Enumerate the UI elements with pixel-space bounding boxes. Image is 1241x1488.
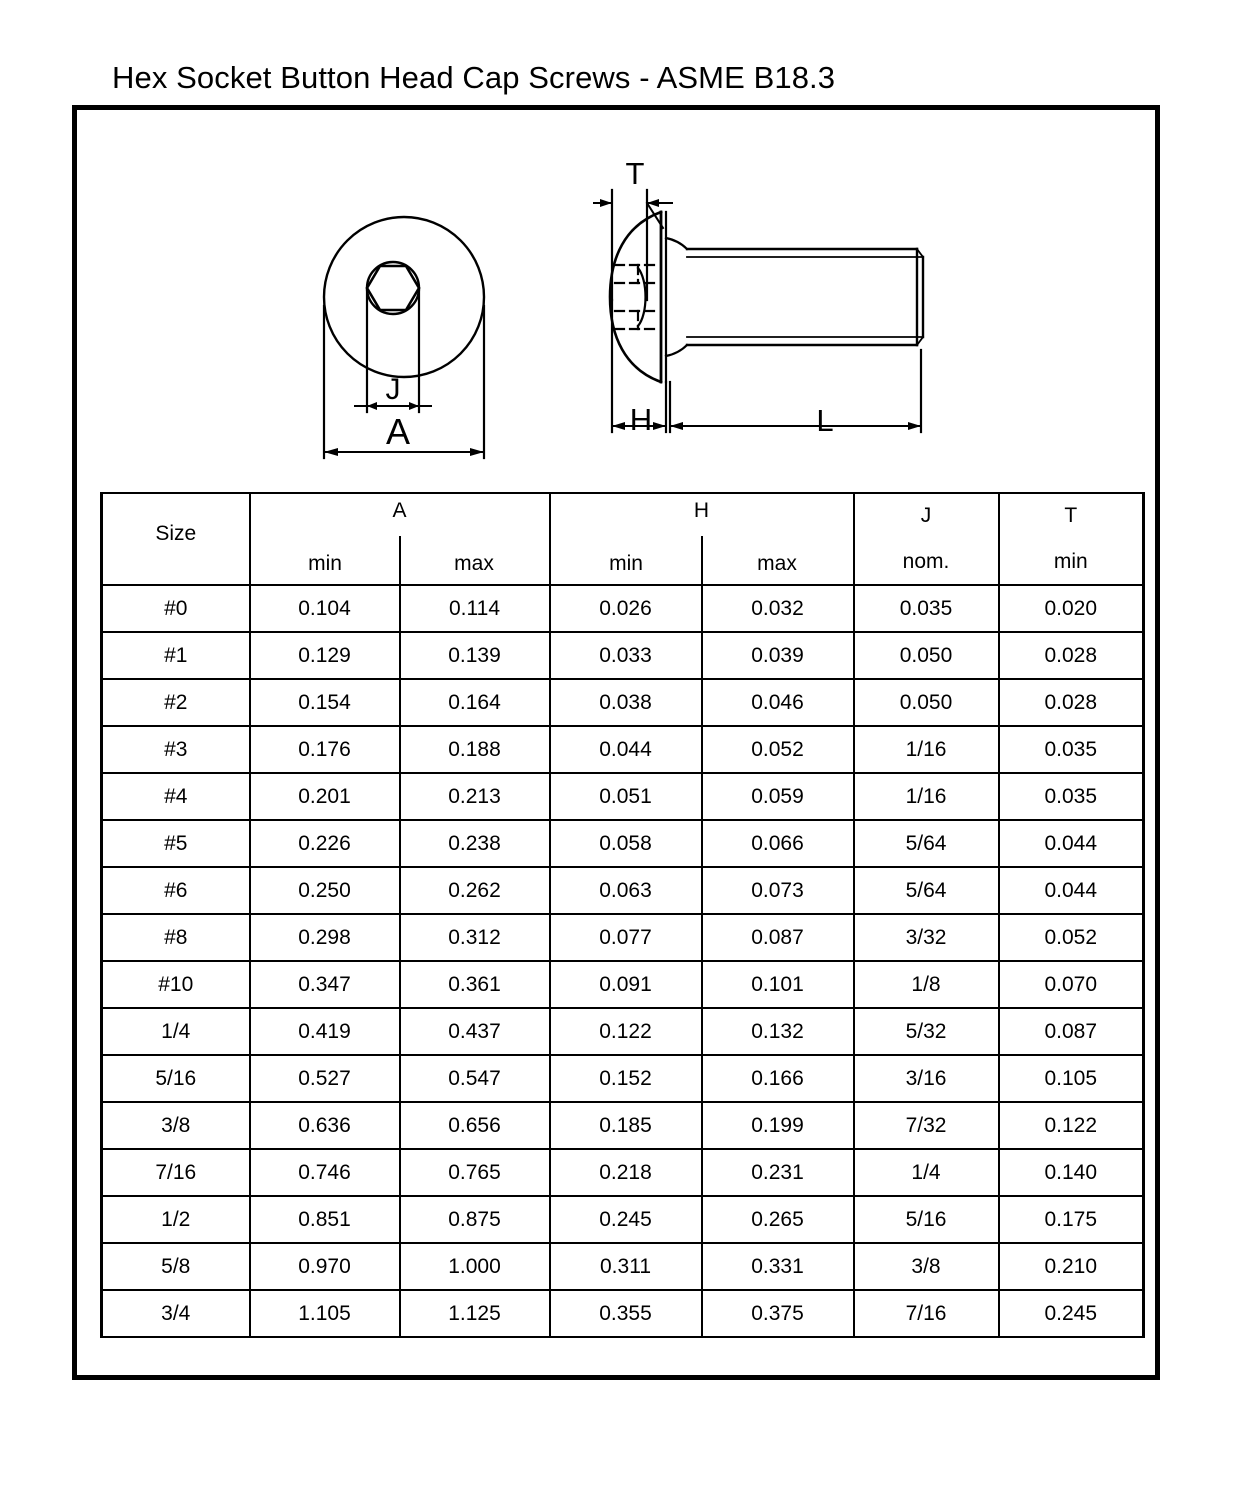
cell-value: 0.176 [250, 726, 400, 773]
cell-value: 0.050 [854, 679, 999, 726]
cell-value: 1.000 [400, 1243, 550, 1290]
dim-label-j: J [385, 373, 401, 406]
cell-value: 0.052 [999, 914, 1144, 961]
cell-value: 0.210 [999, 1243, 1144, 1290]
cell-value: 0.122 [550, 1008, 702, 1055]
cell-value: 0.026 [550, 585, 702, 632]
cell-value: 3/32 [854, 914, 999, 961]
header-label-size: Size [155, 522, 197, 545]
table-row [102, 867, 1144, 914]
cell-value: 0.347 [250, 961, 400, 1008]
cell-value: 0.201 [250, 773, 400, 820]
cell-size: #0 [102, 585, 250, 632]
cell-value: 0.035 [999, 773, 1144, 820]
cell-value: 0.073 [702, 867, 854, 914]
dim-label-t: T [625, 156, 645, 191]
cell-value: 5/32 [854, 1008, 999, 1055]
header-label-h: H [693, 499, 710, 522]
cell-value: 1/16 [854, 773, 999, 820]
table-row [102, 914, 1144, 961]
cell-size: 3/4 [102, 1290, 250, 1337]
table-row [102, 1243, 1144, 1290]
cell-value: 0.245 [550, 1196, 702, 1243]
cell-value: 0.058 [550, 820, 702, 867]
header-cell-size [102, 493, 250, 585]
cell-value: 0.044 [999, 867, 1144, 914]
cell-value: 0.226 [250, 820, 400, 867]
table-row [102, 1055, 1144, 1102]
cell-value: 7/16 [854, 1290, 999, 1337]
cell-size: 7/16 [102, 1149, 250, 1196]
cell-value: 0.231 [702, 1149, 854, 1196]
cell-value: 0.175 [999, 1196, 1144, 1243]
cell-value: 0.875 [400, 1196, 550, 1243]
cell-size: 5/16 [102, 1055, 250, 1102]
cell-value: 0.312 [400, 914, 550, 961]
cell-size: #6 [102, 867, 250, 914]
cell-size: #1 [102, 632, 250, 679]
cell-value: 0.250 [250, 867, 400, 914]
cell-value: 0.245 [999, 1290, 1144, 1337]
table-row [102, 961, 1144, 1008]
cell-size: #2 [102, 679, 250, 726]
cell-value: 0.199 [702, 1102, 854, 1149]
dim-label-l: L [816, 403, 834, 438]
header-label-a-max: max [454, 552, 494, 575]
cell-size: 3/8 [102, 1102, 250, 1149]
cell-value: 0.164 [400, 679, 550, 726]
cell-value: 0.044 [550, 726, 702, 773]
header-label-a-min: min [308, 552, 342, 575]
header-label-j: J [920, 504, 932, 527]
cell-value: 0.044 [999, 820, 1144, 867]
cell-value: 0.419 [250, 1008, 400, 1055]
cell-size: #8 [102, 914, 250, 961]
cell-value: 1/16 [854, 726, 999, 773]
header-label-t-min: min [1053, 550, 1088, 573]
dim-label-a: A [385, 411, 411, 452]
cell-value: 5/64 [854, 867, 999, 914]
cell-size: #10 [102, 961, 250, 1008]
cell-value: 0.166 [702, 1055, 854, 1102]
cell-value: 5/64 [854, 820, 999, 867]
cell-value: 1.105 [250, 1290, 400, 1337]
table-row [102, 585, 1144, 632]
cell-value: 5/16 [854, 1196, 999, 1243]
table-row [102, 1196, 1144, 1243]
header-label-h-max: max [757, 552, 797, 575]
header-label-j-nom: nom. [902, 550, 950, 573]
cell-value: 0.063 [550, 867, 702, 914]
header-label-t: T [1064, 504, 1078, 527]
cell-value: 3/8 [854, 1243, 999, 1290]
table-row [102, 632, 1144, 679]
dim-label-h: H [629, 402, 653, 437]
cell-size: #5 [102, 820, 250, 867]
cell-value: 0.051 [550, 773, 702, 820]
cell-value: 0.547 [400, 1055, 550, 1102]
cell-value: 0.636 [250, 1102, 400, 1149]
header-cell-group-h [550, 493, 854, 585]
screw-dimensions-table [100, 492, 1145, 1338]
cell-value: 7/32 [854, 1102, 999, 1149]
cell-value: 0.035 [999, 726, 1144, 773]
cell-value: 0.035 [854, 585, 999, 632]
cell-value: 1.125 [400, 1290, 550, 1337]
table-row [102, 820, 1144, 867]
cell-value: 0.213 [400, 773, 550, 820]
cell-value: 0.140 [999, 1149, 1144, 1196]
cell-value: 0.070 [999, 961, 1144, 1008]
cell-value: 0.087 [999, 1008, 1144, 1055]
cell-size: 5/8 [102, 1243, 250, 1290]
cell-value: 0.114 [400, 585, 550, 632]
cell-value: 0.527 [250, 1055, 400, 1102]
header-label-h-min: min [609, 552, 643, 575]
cell-value: 3/16 [854, 1055, 999, 1102]
table-header-row [102, 493, 1144, 585]
cell-value: 0.077 [550, 914, 702, 961]
cell-value: 0.033 [550, 632, 702, 679]
cell-value: 0.104 [250, 585, 400, 632]
cell-value: 0.105 [999, 1055, 1144, 1102]
cell-size: 1/4 [102, 1008, 250, 1055]
cell-value: 0.970 [250, 1243, 400, 1290]
cell-value: 1/8 [854, 961, 999, 1008]
cell-value: 0.122 [999, 1102, 1144, 1149]
cell-value: 0.039 [702, 632, 854, 679]
cell-value: 0.361 [400, 961, 550, 1008]
cell-value: 0.746 [250, 1149, 400, 1196]
header-label-a: A [392, 499, 407, 522]
cell-value: 0.032 [702, 585, 854, 632]
cell-value: 0.028 [999, 679, 1144, 726]
cell-value: 0.066 [702, 820, 854, 867]
cell-value: 0.050 [854, 632, 999, 679]
page-title: Hex Socket Button Head Cap Screws - ASME B18.3 [112, 60, 836, 95]
cell-value: 0.311 [550, 1243, 702, 1290]
cell-value: 0.851 [250, 1196, 400, 1243]
table-row [102, 1008, 1144, 1055]
header-cell-group-a [250, 493, 550, 585]
table-row [102, 773, 1144, 820]
cell-value: 0.185 [550, 1102, 702, 1149]
table-body [102, 585, 1144, 1337]
cell-value: 0.052 [702, 726, 854, 773]
cell-value: 0.331 [702, 1243, 854, 1290]
table-row [102, 726, 1144, 773]
cell-value: 0.218 [550, 1149, 702, 1196]
cell-value: 0.046 [702, 679, 854, 726]
cell-value: 0.087 [702, 914, 854, 961]
header-cell-j [854, 493, 999, 585]
cell-value: 0.152 [550, 1055, 702, 1102]
cell-value: 0.154 [250, 679, 400, 726]
cell-value: 0.656 [400, 1102, 550, 1149]
cell-value: 0.132 [702, 1008, 854, 1055]
cell-value: 0.129 [250, 632, 400, 679]
cell-value: 0.238 [400, 820, 550, 867]
cell-value: 0.188 [400, 726, 550, 773]
cell-value: 0.101 [702, 961, 854, 1008]
table-row [102, 1102, 1144, 1149]
cell-value: 0.091 [550, 961, 702, 1008]
cell-value: 0.437 [400, 1008, 550, 1055]
cell-size: #3 [102, 726, 250, 773]
cell-value: 0.059 [702, 773, 854, 820]
cell-value: 0.355 [550, 1290, 702, 1337]
cell-value: 0.020 [999, 585, 1144, 632]
cell-size: 1/2 [102, 1196, 250, 1243]
cell-value: 0.139 [400, 632, 550, 679]
cell-value: 0.265 [702, 1196, 854, 1243]
header-cell-t [999, 493, 1144, 585]
table-row [102, 1149, 1144, 1196]
cell-value: 0.375 [702, 1290, 854, 1337]
cell-value: 0.038 [550, 679, 702, 726]
cell-size: #4 [102, 773, 250, 820]
table-header [102, 493, 1144, 585]
cell-value: 0.262 [400, 867, 550, 914]
cell-value: 0.765 [400, 1149, 550, 1196]
cell-value: 1/4 [854, 1149, 999, 1196]
cell-value: 0.028 [999, 632, 1144, 679]
cell-value: 0.298 [250, 914, 400, 961]
table-row [102, 1290, 1144, 1337]
table-row [102, 679, 1144, 726]
